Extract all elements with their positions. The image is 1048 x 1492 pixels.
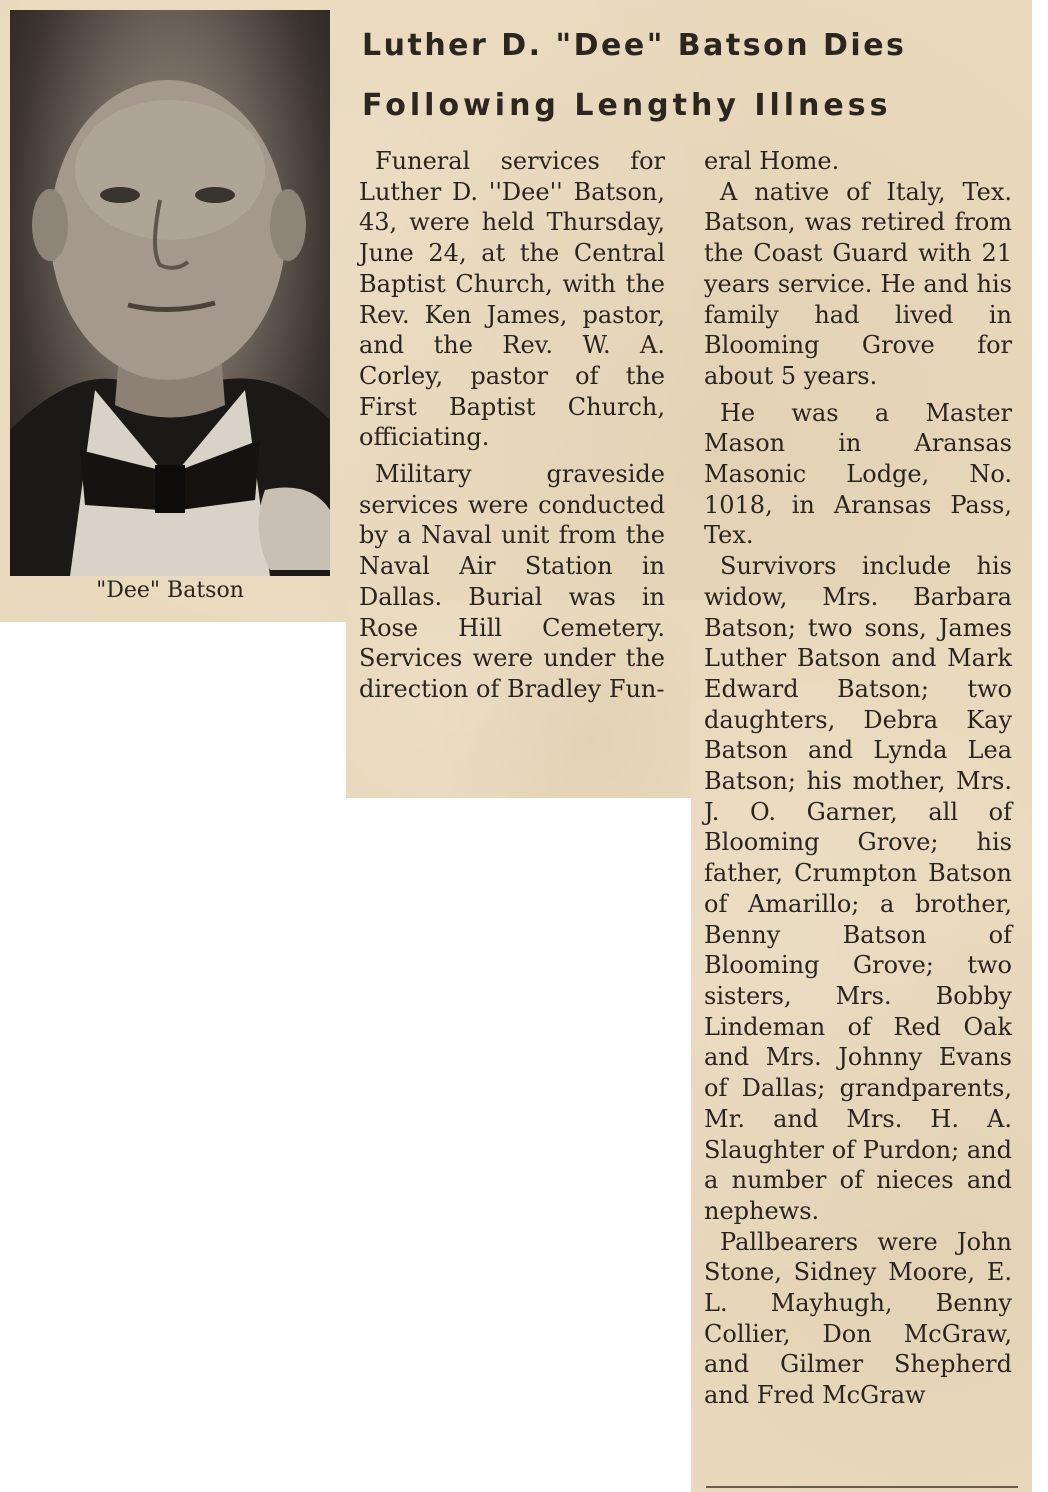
paragraph-survivors: Survivors include his widow, Mrs. Barbara Batson; two sons, James Luther Batson and Mark Edward Batson; two daughters, Debra Kay Batson and Lynda Lea Batson; his mother, Mrs. J. O. Garner, all of Blooming Grove; his father, Crumpton Batson of Amarillo; a brother, Benny Batson of Blooming Grove; two sisters, Mrs. Bobby Lindeman of Red Oak and Mrs. Johnny Evans of Dallas; grandparents, Mr. and Mrs. H. A. Slaughter of Purdon; and a number of nieces and nephews.	[704, 552, 1012, 1225]
headline-line-1: Luther D. "Dee" Batson Dies	[362, 28, 907, 63]
paragraph-funeral-services: Funeral services for Luther D. ''Dee'' Batson, 43, were held Thursday, June 24, at the Central Baptist Church, with the Rev. Ken James, pastor, and the Rev. W. A. Corley, pastor of the First Baptist Church, officiating.	[359, 147, 665, 452]
paragraph-continuation: eral Home.	[704, 147, 840, 175]
article-column-2	[704, 146, 1012, 1411]
bottom-rule	[706, 1486, 1018, 1488]
paragraph-native-of-italy: A native of Italy, Tex. Batson, was retired from the Coast Guard with 21 years service. He and his family had lived in Blooming Grove for about 5 years.	[704, 177, 1012, 390]
portrait-photo	[10, 10, 330, 576]
photo-caption: "Dee" Batson	[96, 578, 244, 603]
paragraph-pallbearers: Pallbearers were John Stone, Sidney Moore, E. L. Mayhugh, Benny Collier, Don McGraw, and Gilmer Shepherd and Fred McGraw	[704, 1227, 1012, 1410]
headline-line-2: Following Lengthy Illness	[362, 88, 892, 123]
article-column-1	[359, 146, 665, 705]
paragraph-master-mason: He was a Master Mason in Aransas Masonic Lodge, No. 1018, in Aransas Pass, Tex.	[704, 398, 1012, 550]
paragraph-military-graveside: Military graveside services were conducted by a Naval unit from the Naval Air Station in Dallas. Burial was in Rose Hill Cemetery. Services were under the direction of Bradley Fun-	[359, 460, 665, 703]
